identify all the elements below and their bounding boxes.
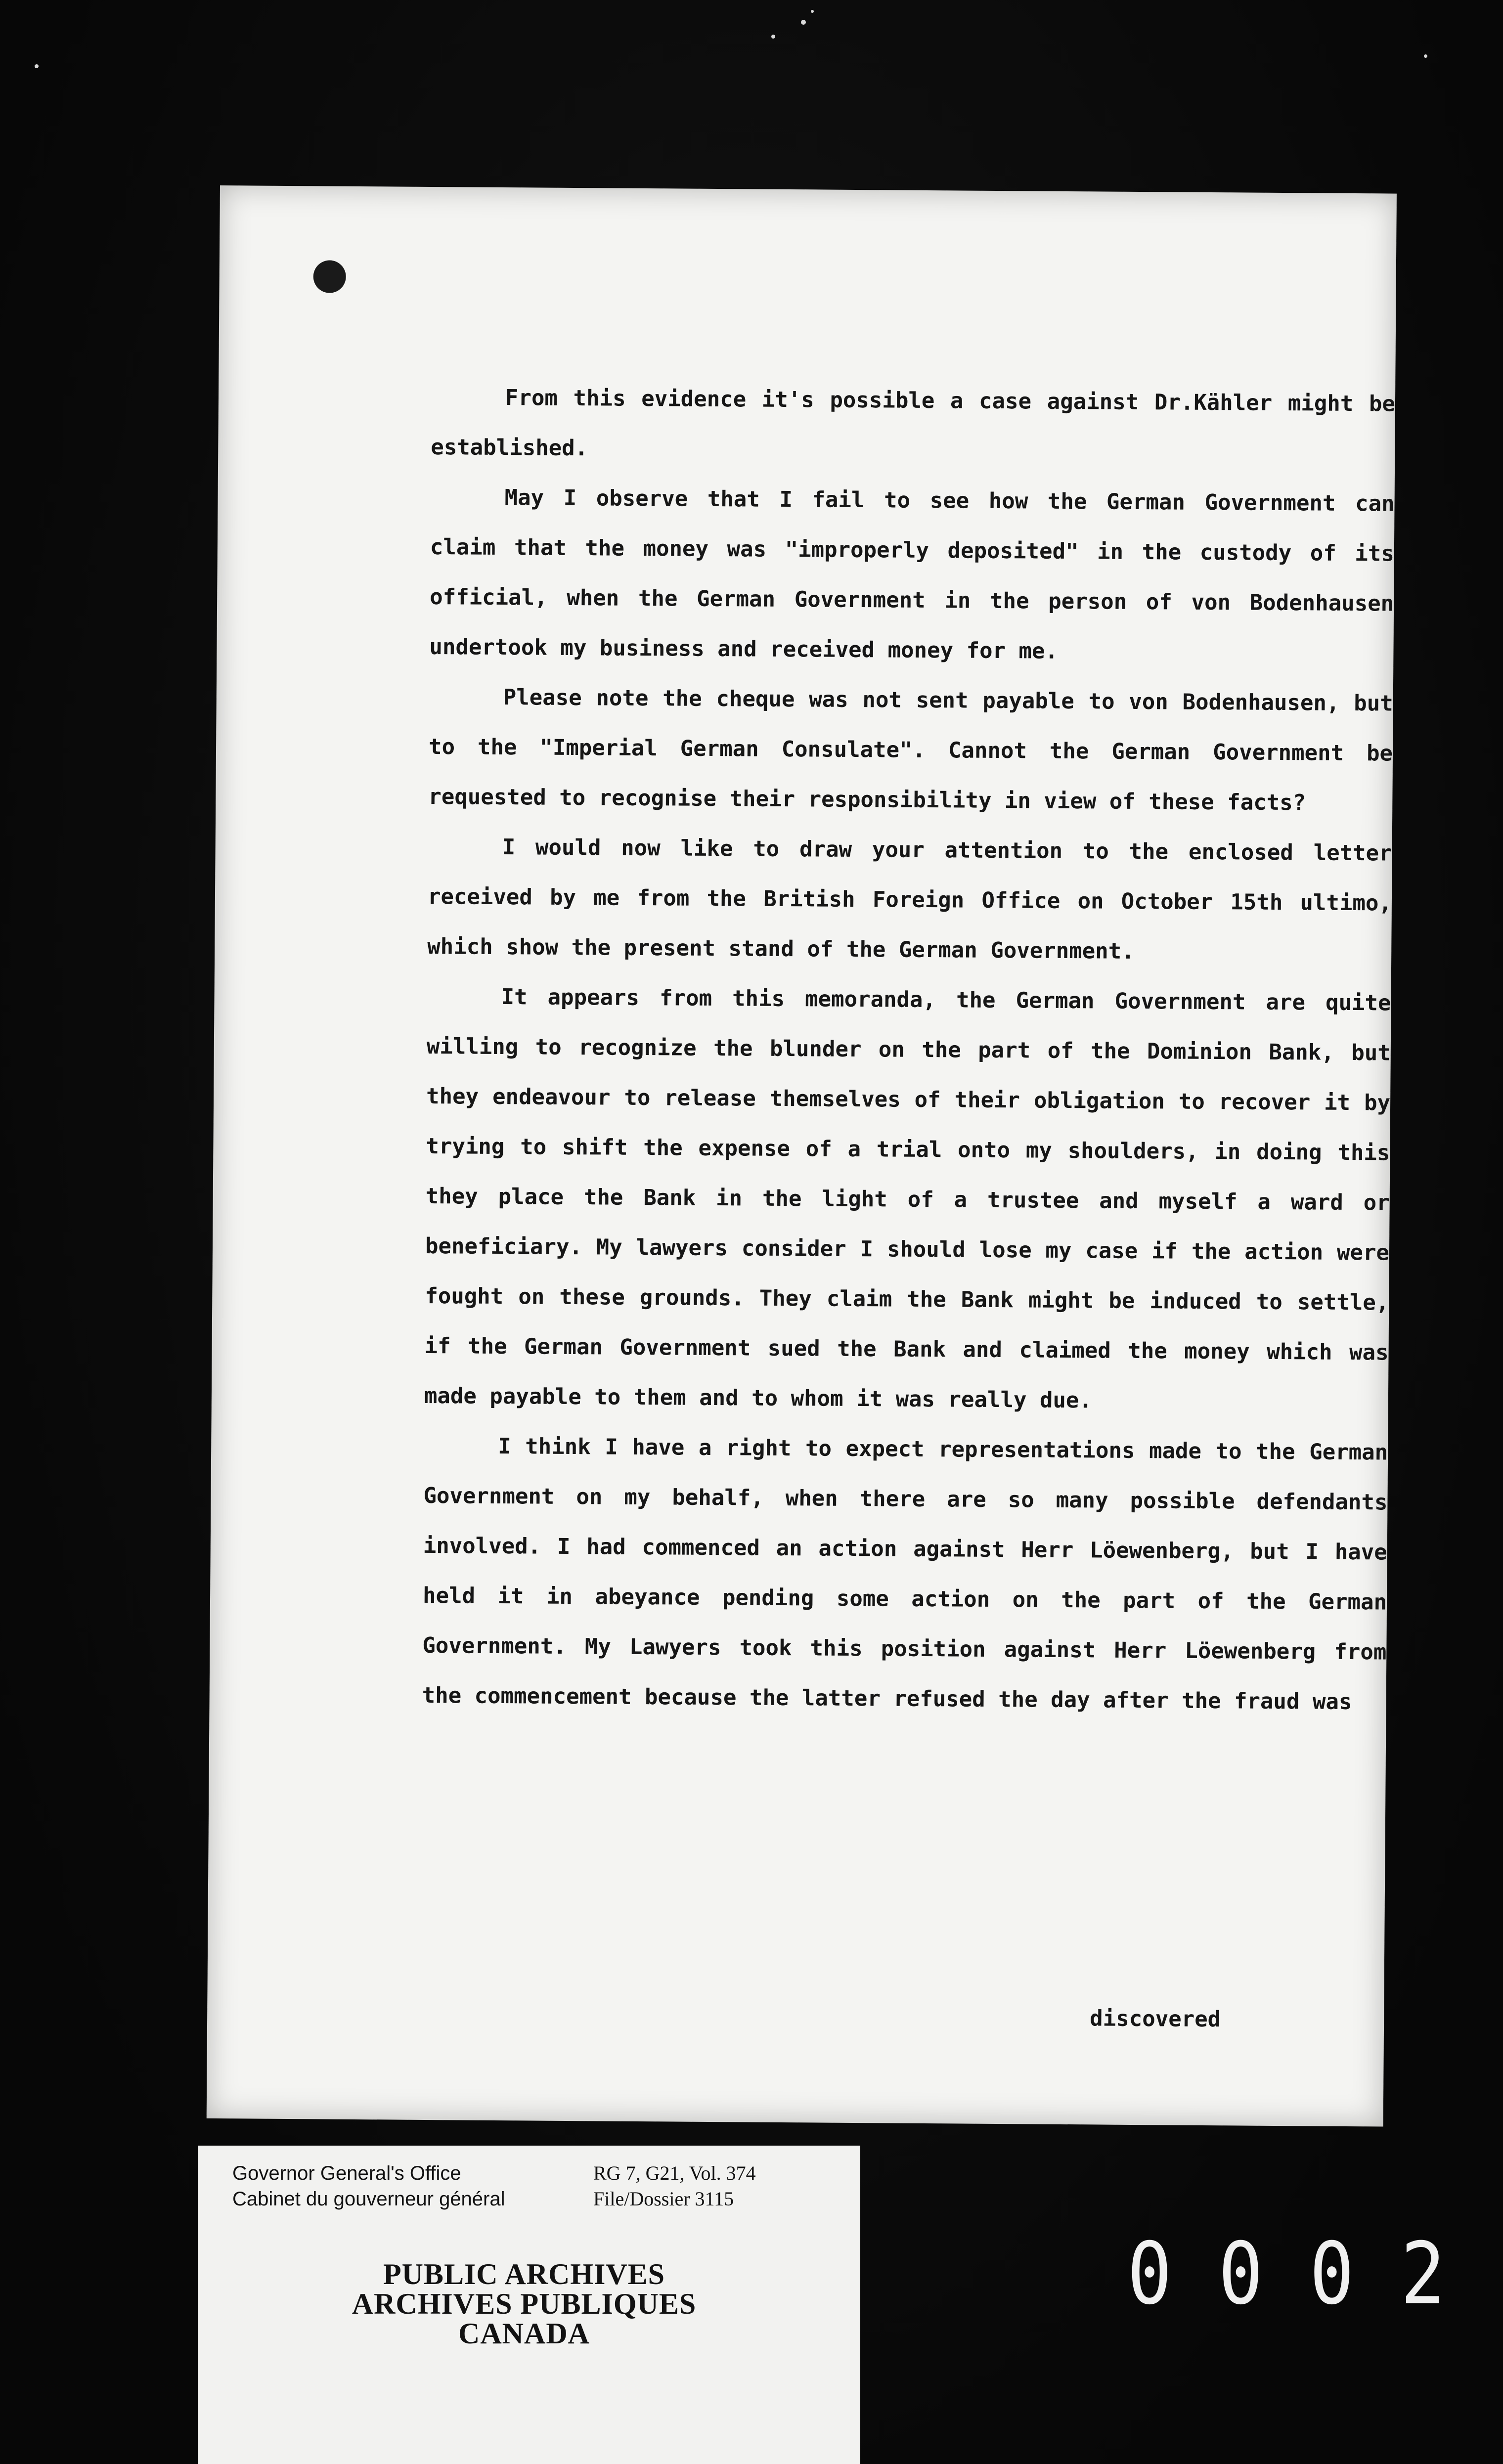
film-speck xyxy=(771,35,775,39)
film-speck xyxy=(801,20,806,25)
office-english: Governor General's Office xyxy=(232,2162,461,2184)
film-speck xyxy=(811,10,814,13)
letter-paragraph: May I observe that I fail to see how the German Government can claim that the money was "improperly deposited" in the custody of its official, when the German Government in the person of von Bodenhausen undertook my business and received money for me. xyxy=(429,485,1395,664)
punch-hole xyxy=(313,260,346,293)
file-number: File/Dossier 3115 xyxy=(593,2188,734,2210)
letter-paragraph: I would now like to draw your attention to the enclosed letter received by me from the British Foreign Office on October 15th ultimo, which show the present stand of the German Government. xyxy=(427,835,1392,964)
letter-paragraph: It appears from this memoranda, the German Government are quite willing to recognize the blunder on the part of the Dominion Bank, but they endeavour to release themselves of their obligation to recover it by trying to shift the expense of a trial onto my shoulders, in doing this they place the Bank in the light of a trustee and myself a ward or beneficiary. My lawyers consider I should lose my case if the action were fought on these grounds. They claim the Bank might be induced to settle, if the German Government sued the Bank and claimed the money which was made payable to them and to whom it was really due. xyxy=(424,984,1391,1413)
office-french: Cabinet du gouverneur général xyxy=(232,2188,505,2210)
film-speck xyxy=(35,64,39,68)
stamp-line-english: PUBLIC ARCHIVES xyxy=(383,2258,665,2290)
stamp-line-french: ARCHIVES PUBLIQUES xyxy=(352,2288,697,2320)
frame-number: 0002 xyxy=(1127,2224,1492,2324)
archive-office-block xyxy=(232,2160,505,2212)
letter-body xyxy=(422,372,1395,1727)
record-group-reference: RG 7, G21, Vol. 374 xyxy=(593,2162,756,2184)
letter-paragraph: Please note the cheque was not sent payable to von Bodenhausen, but to the "Imperial German Consulate". Cannot the German Government be requested to recognise their responsibility in view of these facts? xyxy=(428,685,1393,816)
film-speck xyxy=(1424,54,1427,58)
stamp-line-country: CANADA xyxy=(458,2317,590,2350)
public-archives-stamp xyxy=(198,2244,860,2464)
letter-paragraph: From this evidence it's possible a case against Dr.Kähler might be established. xyxy=(431,385,1396,461)
archive-label-card xyxy=(198,2146,860,2244)
document-page xyxy=(207,185,1397,2127)
catchword: discovered xyxy=(1090,2006,1221,2032)
letter-paragraph: I think I have a right to expect representations made to the German Government on my behalf, when there are so many possible defendants involved. I had commenced an action against Herr Löewenberg, but I have held it in abeyance pending some action on the part of the German Government. My Lawyers took this position against Herr Löewenberg from the commencement because the latter refused the day after the fraud was xyxy=(422,1433,1388,1715)
archive-reference-block xyxy=(593,2160,756,2212)
